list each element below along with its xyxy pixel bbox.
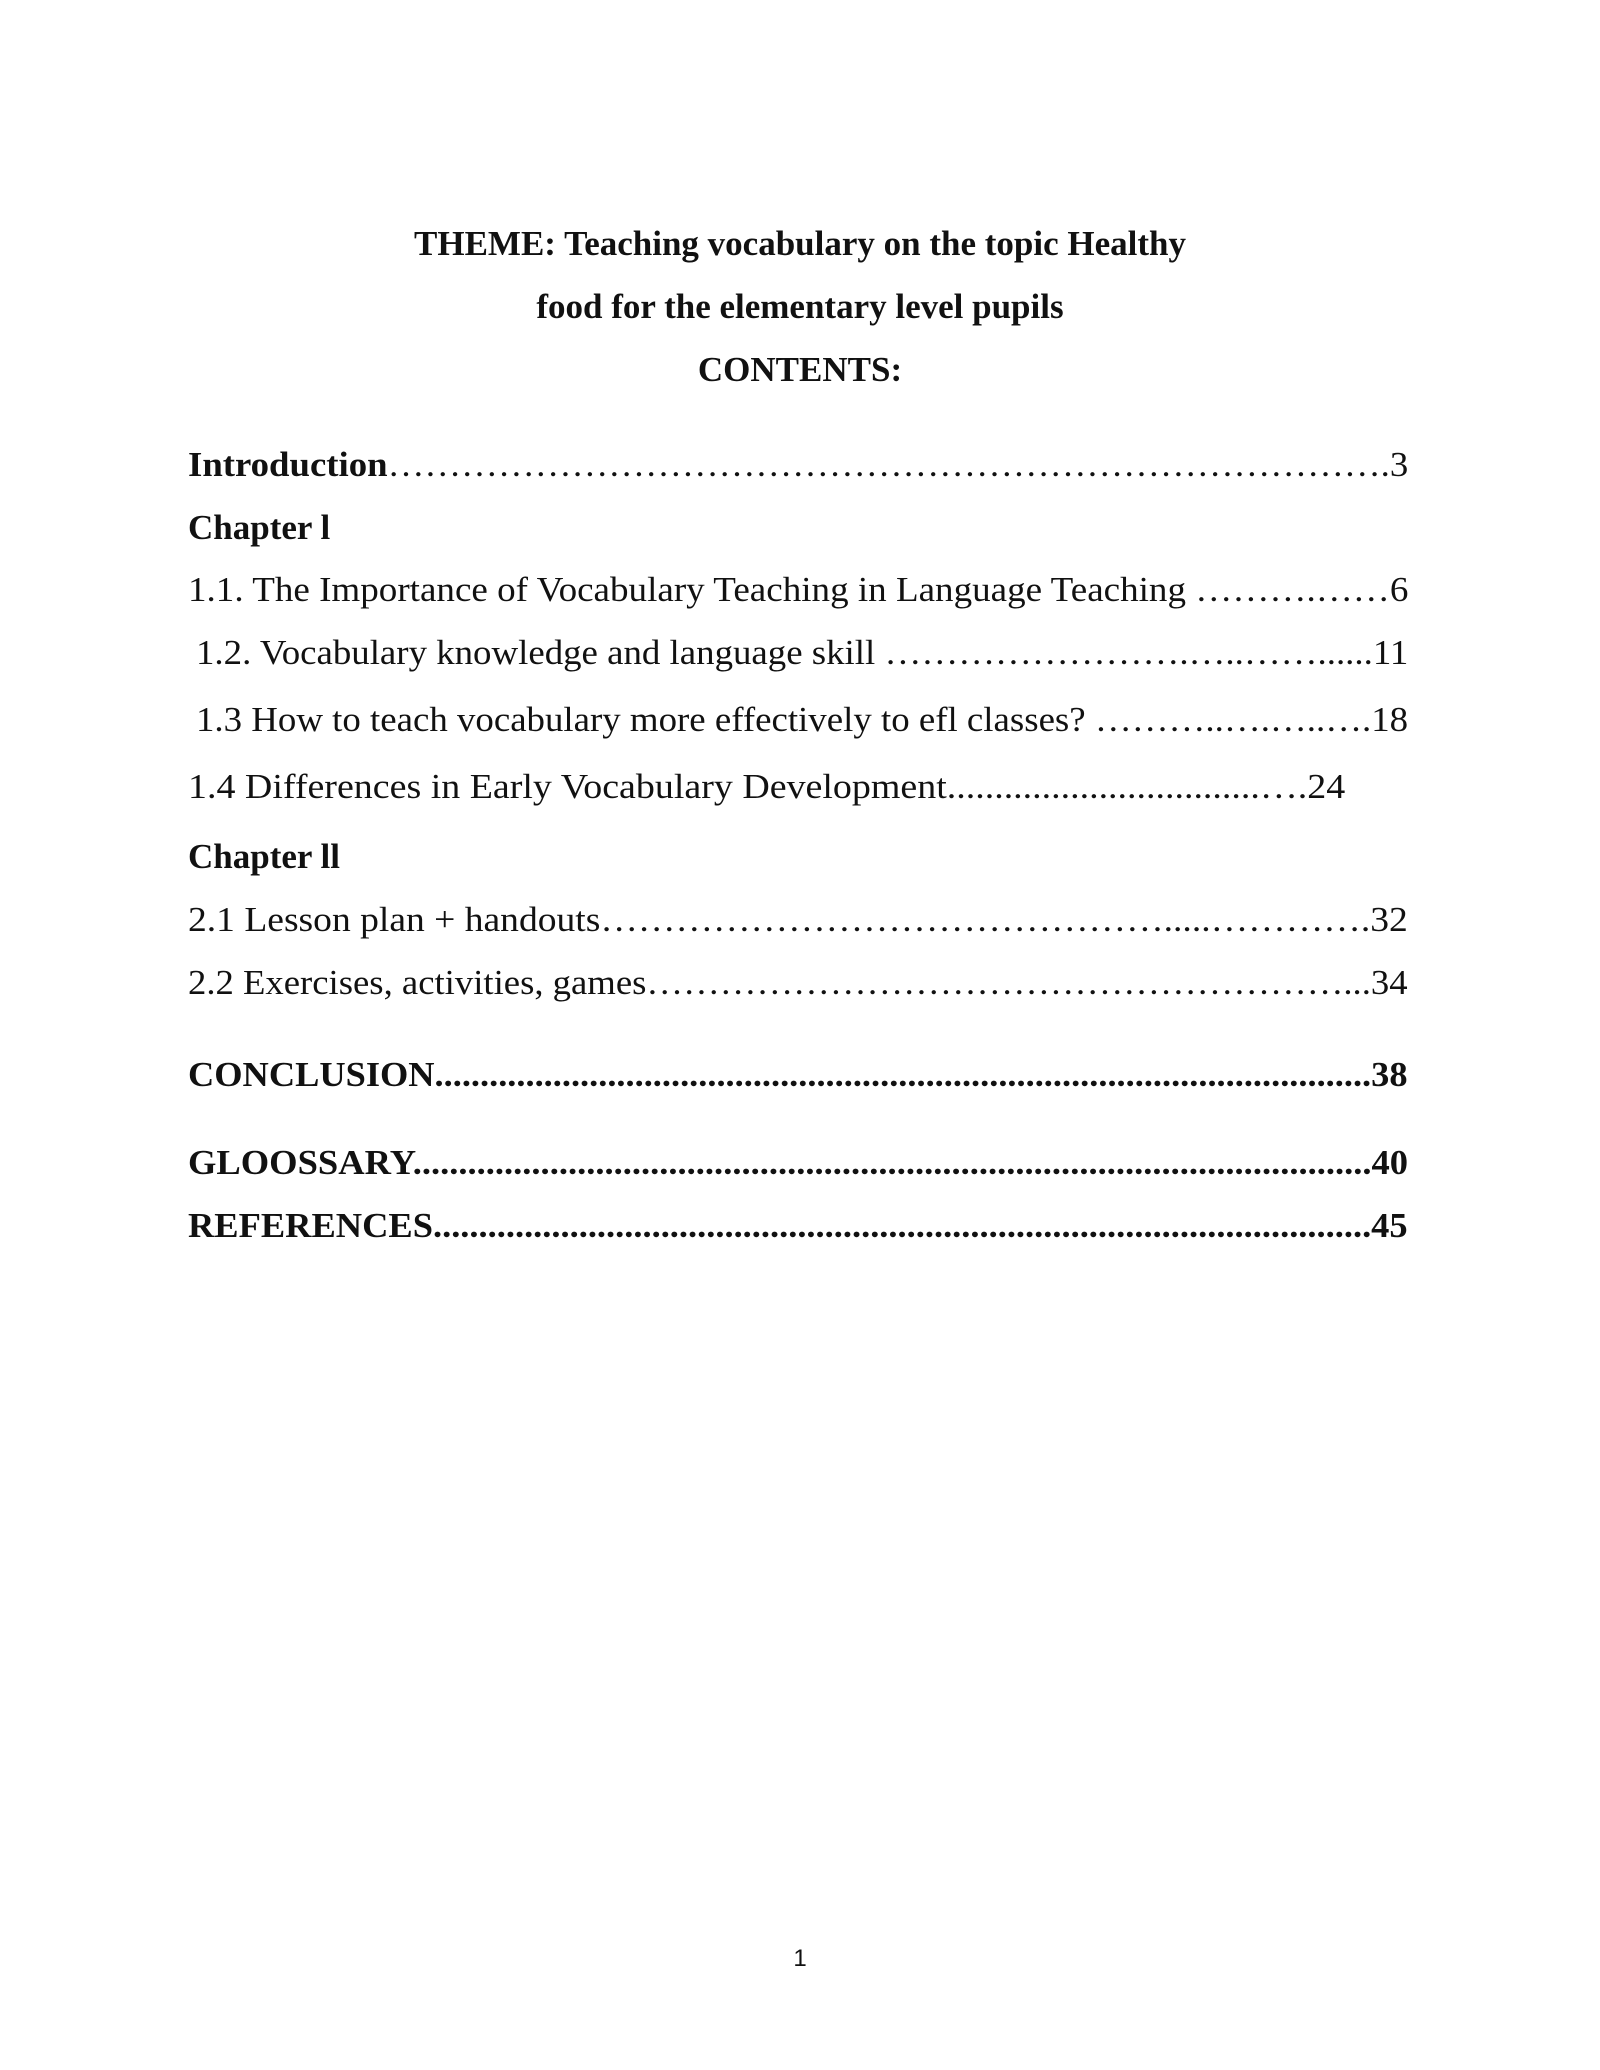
toc-references: REFERENCES.......................................................................................................45 — [188, 1206, 1408, 1245]
toc-item-2-2: 2.2 Exercises, activities, games…………………………………………………...34 — [188, 963, 1408, 1002]
toc-item-1-2: 1.2. Vocabulary knowledge and language skill …………………….…..……......11 — [196, 633, 1409, 672]
toc-item-2-1: 2.1 Lesson plan + handouts……………………………………….....………….32 — [188, 900, 1408, 939]
toc-introduction-label: Introduction — [188, 445, 388, 484]
theme-title-line-1: THEME: Teaching vocabulary on the topic Healthy — [414, 224, 1186, 263]
toc-chapter-2: Chapter ll — [188, 837, 340, 876]
toc-item-1-1: 1.1. The Importance of Vocabulary Teaching in Language Teaching ……….……6 — [188, 570, 1409, 609]
toc-conclusion: CONCLUSION.......................................................................................................38 — [188, 1055, 1408, 1094]
toc-item-1-3: 1.3 How to teach vocabulary more effectively to efl classes? ………..….…..….18 — [196, 700, 1409, 739]
toc-introduction-leader: ……………………………………………………………………….3 — [387, 445, 1409, 484]
page-number: 1 — [793, 1945, 807, 1972]
theme-title-line-2: food for the elementary level pupils — [536, 287, 1064, 326]
toc-item-1-4: 1.4 Differences in Early Vocabulary Development.................................….24 — [188, 767, 1346, 806]
toc-glossary: GLOOSSARY.........................................................................................................40 — [188, 1143, 1409, 1182]
contents-heading: CONTENTS: — [697, 350, 903, 389]
toc-chapter-1: Chapter l — [188, 508, 331, 547]
toc-introduction — [188, 445, 1408, 485]
